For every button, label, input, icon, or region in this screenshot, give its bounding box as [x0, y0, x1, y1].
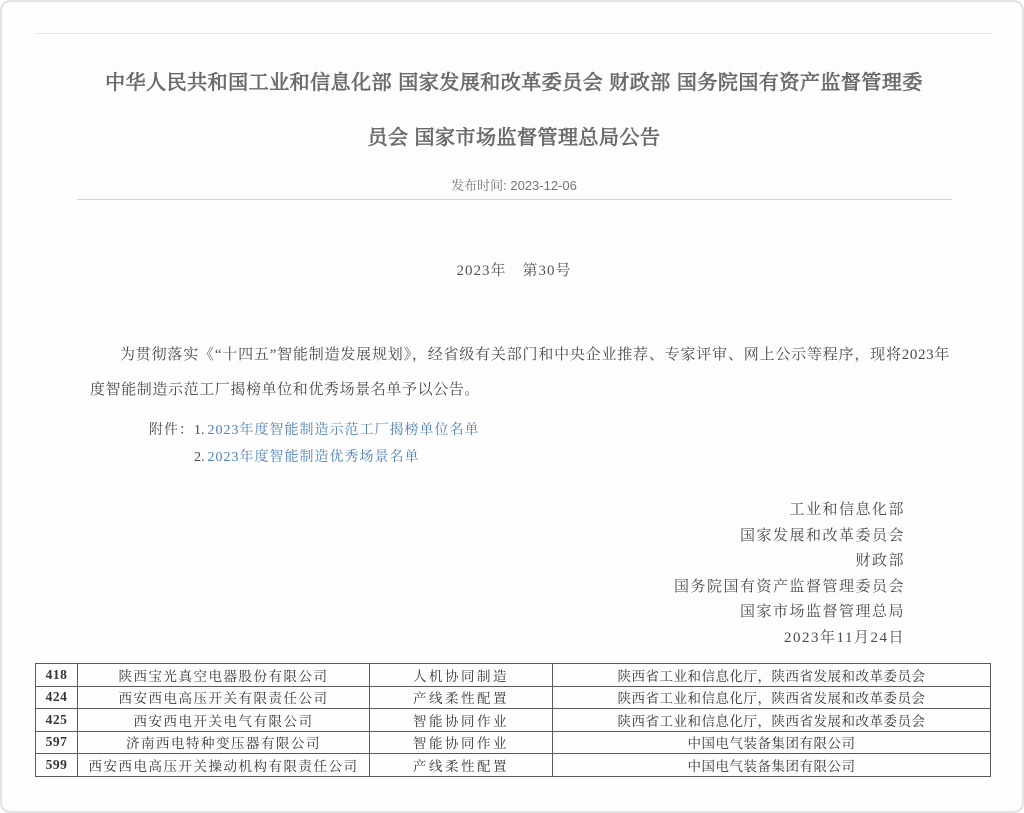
signature-line: 国家发展和改革委员会	[739, 527, 905, 544]
row-number-cell: 597	[36, 731, 78, 754]
doc-number: 2023年 第30号	[456, 263, 572, 279]
category-cell: 人机协同制造	[370, 664, 553, 687]
attachment-number: 1.	[194, 423, 205, 438]
row-number-cell: 425	[36, 709, 78, 732]
row-number-cell: 424	[36, 686, 78, 709]
recommender-cell: 陕西省工业和信息化厅，陕西省发展和改革委员会	[553, 664, 991, 687]
company-cell: 西安西电高压开关操动机构有限责任公司	[78, 754, 370, 777]
company-cell: 陕西宝光真空电器股份有限公司	[78, 664, 370, 687]
signature-line: 国务院国有资产监督管理委员会	[673, 578, 905, 595]
attachments-label: 附件：	[149, 423, 194, 438]
category-cell: 智能协同作业	[370, 731, 553, 754]
signature-line: 财政部	[855, 553, 905, 569]
page-title-line2: 员会 国家市场监督管理总局公告	[367, 127, 661, 149]
header-divider	[77, 199, 952, 200]
attachment-link-factory-list[interactable]: 2023年度智能制造示范工厂揭榜单位名单	[207, 423, 480, 438]
page-title-line1: 中华人民共和国工业和信息化部 国家发展和改革委员会 财政部 国务院国有资产监督管理委	[105, 72, 923, 94]
table-row	[36, 731, 991, 754]
row-number-cell: 418	[36, 664, 78, 687]
recommender-cell: 陕西省工业和信息化厅，陕西省发展和改革委员会	[553, 686, 991, 709]
signature-line: 工业和信息化部	[789, 502, 905, 518]
signature-line: 国家市场监督管理总局	[739, 604, 905, 620]
signature-date: 2023年11月24日	[784, 629, 905, 646]
signature-block	[674, 498, 905, 651]
category-cell: 产线柔性配置	[370, 754, 553, 777]
recommender-cell: 陕西省工业和信息化厅，陕西省发展和改革委员会	[553, 709, 991, 732]
attachments-block	[149, 417, 480, 471]
attachment-link-scene-list[interactable]: 2023年度智能制造优秀场景名单	[207, 450, 420, 465]
company-cell: 西安西电高压开关有限责任公司	[78, 686, 370, 709]
page-title	[42, 56, 986, 166]
table-row	[36, 709, 991, 732]
recommender-cell: 中国电气装备集团有限公司	[553, 731, 991, 754]
body-paragraph: 为贯彻落实《“十四五”智能制造发展规划》，经省级有关部门和中央企业推荐、专家评审、网上公示等程序，现将2023年度智能制造示范工厂揭榜单位和优秀场景名单予以公告。	[90, 347, 950, 398]
top-divider	[35, 33, 992, 34]
table-row	[36, 686, 991, 709]
table-row	[36, 754, 991, 777]
attachment-item-2	[194, 444, 480, 471]
attachment-item-1	[194, 417, 480, 444]
company-cell: 济南西电特种变压器有限公司	[78, 731, 370, 754]
attachment-number: 2.	[194, 450, 205, 465]
category-cell: 智能协同作业	[370, 709, 553, 732]
publish-time: 发布时间: 2023-12-06	[451, 178, 577, 193]
company-cell: 西安西电开关电气有限公司	[78, 709, 370, 732]
results-table	[35, 663, 991, 777]
recommender-cell: 中国电气装备集团有限公司	[553, 754, 991, 777]
category-cell: 产线柔性配置	[370, 686, 553, 709]
table-row	[36, 664, 991, 687]
row-number-cell: 599	[36, 754, 78, 777]
